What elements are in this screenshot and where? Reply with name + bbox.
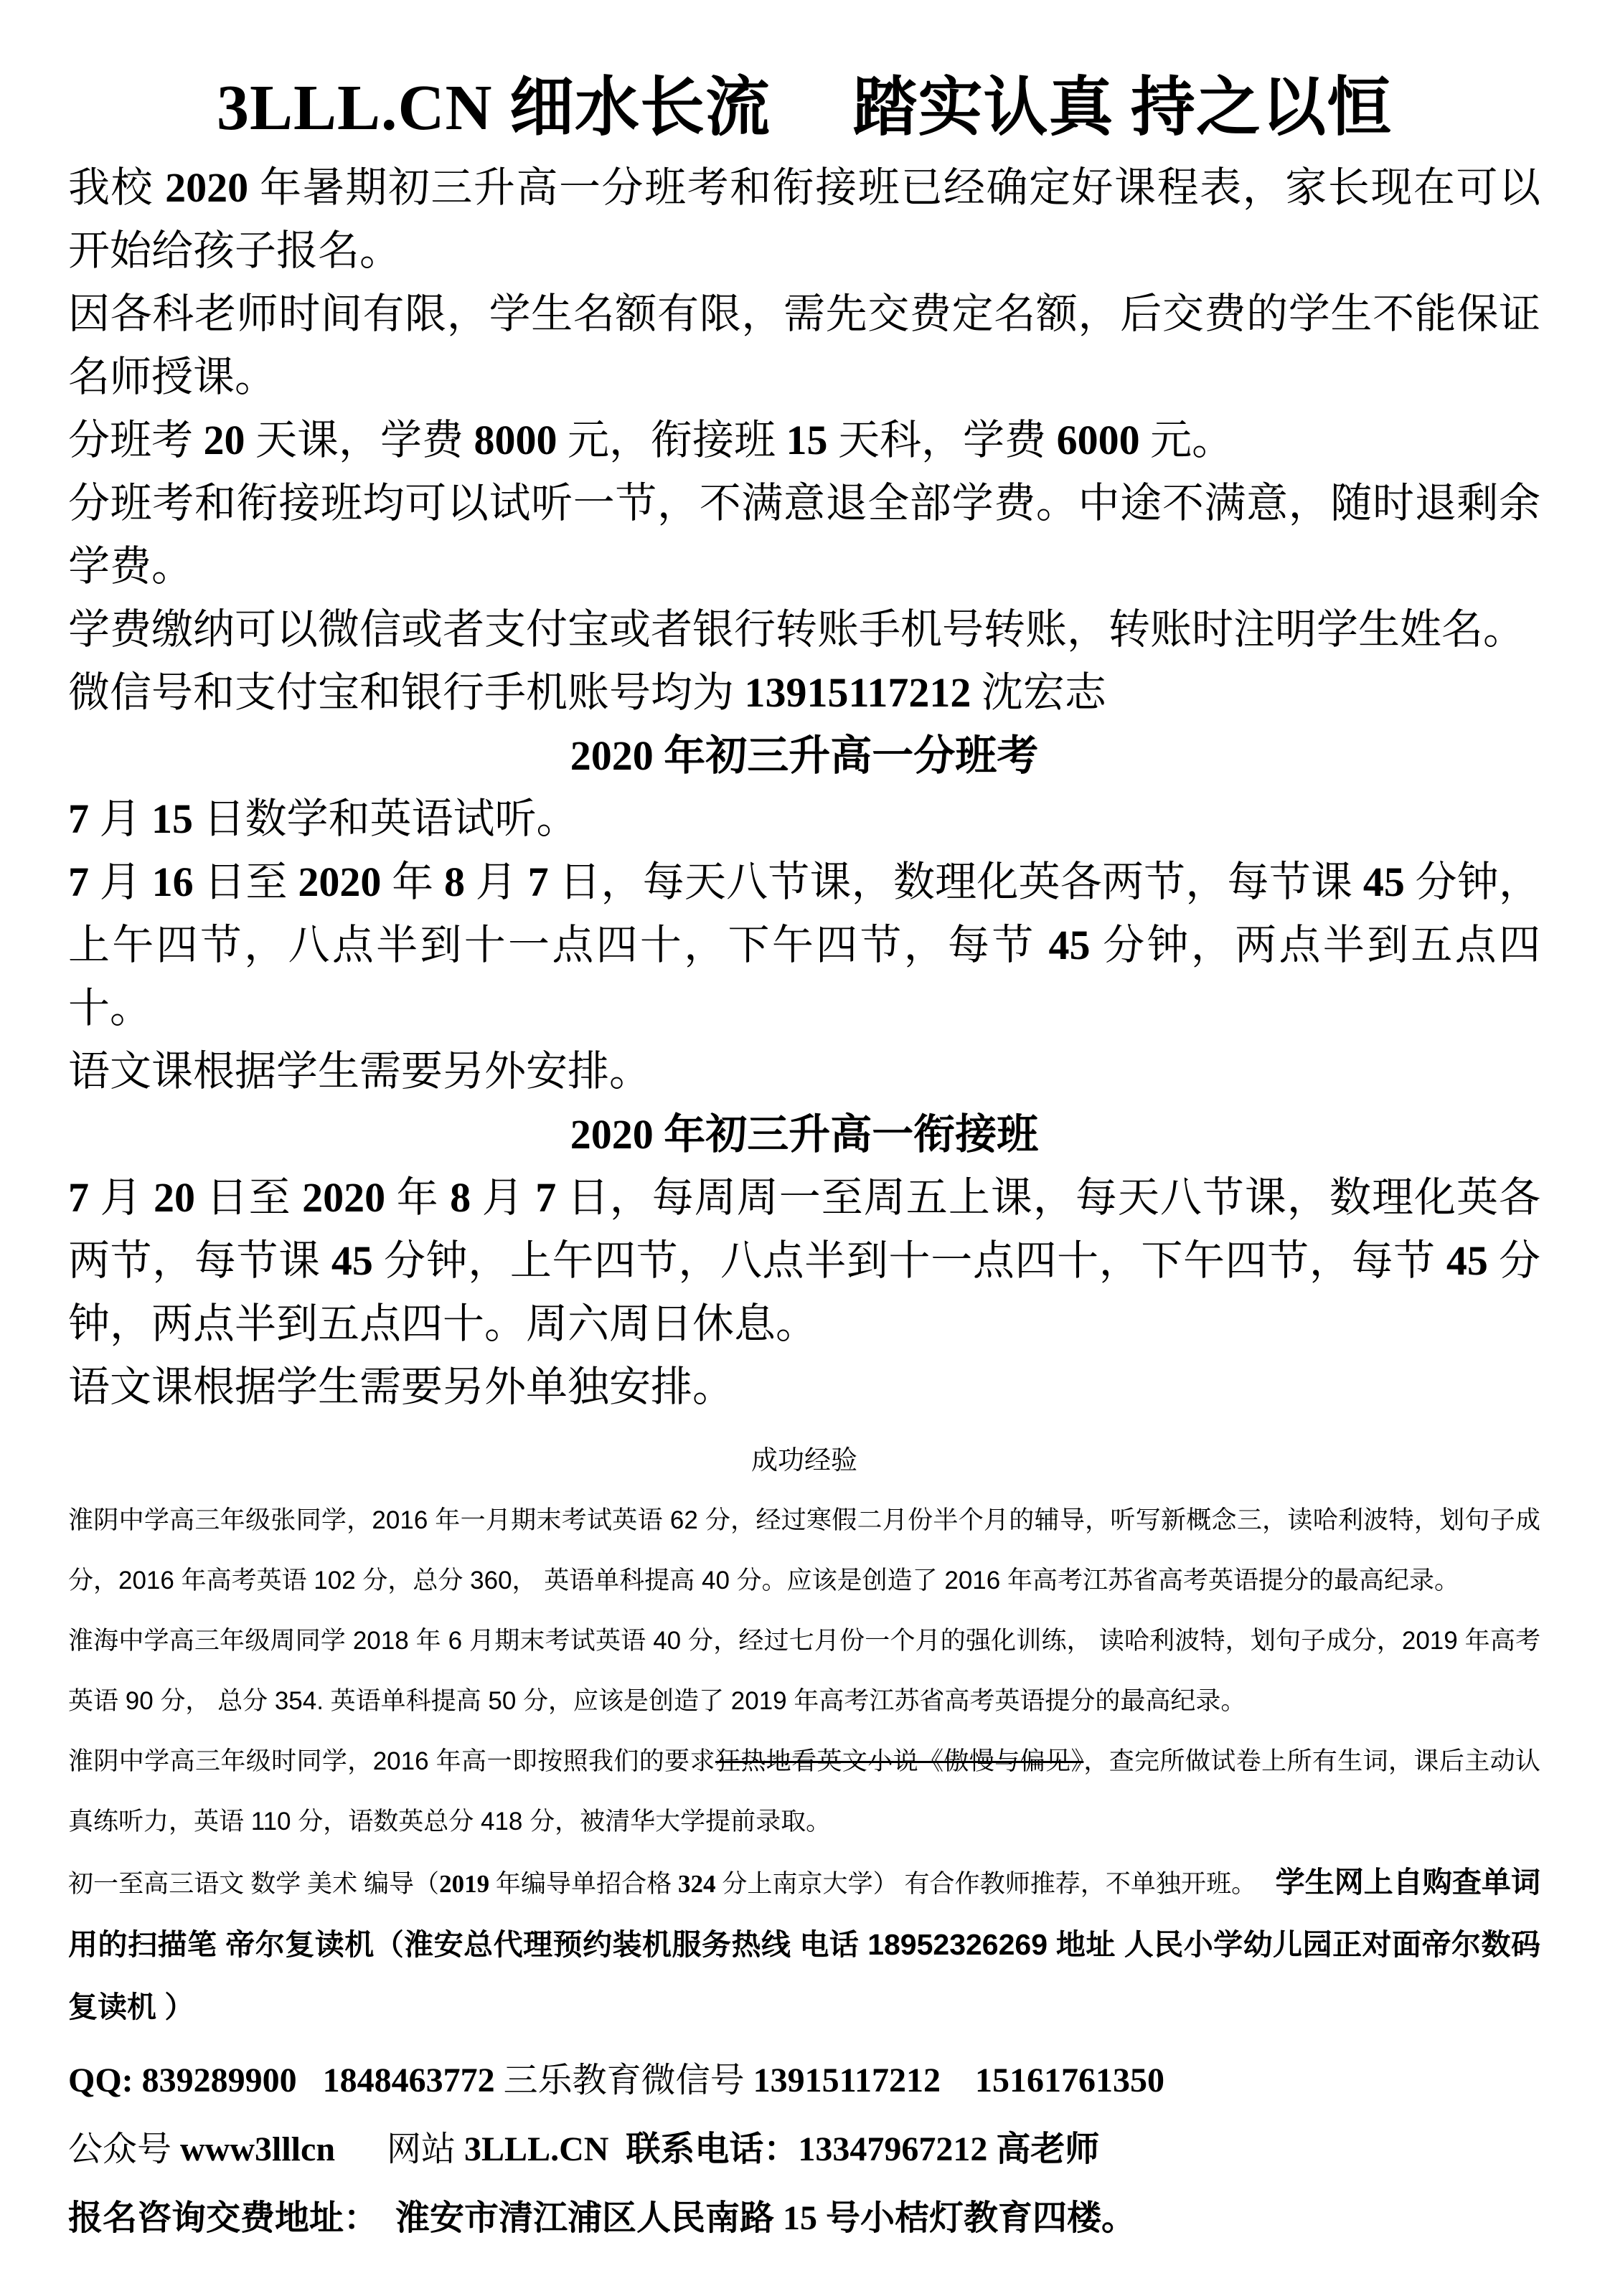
intro-paragraph-3: 分班考 20 天课，学费 8000 元，衔接班 15 天科，学费 6000 元。 xyxy=(68,417,1234,463)
intro-paragraph-4: 分班考和衔接班均可以试听一节，不满意退全部学费。中途不满意，随时退剩余学费。 xyxy=(68,480,1540,590)
website-contact-line: 公众号 www3lllcn 网站 3LLL.CN 联系电话：13347967212 高老师 xyxy=(68,2130,1100,2168)
success-case-2: 淮海中学高三年级周同学 2018 年 6 月期末考试英语 40 分，经过七月份一个月的强化训练， 读哈利波特，划句子成分，2019 年高考英语 90 分， 总分 354. 英语单科提高 50 分，应该是创造了 2019 年高考江苏省高考英语提分的最高纪录。 xyxy=(68,1627,1540,1715)
course-offerings-line: 初一至高三语文 数学 美术 编导（2019 年编导单招合格 324 分上南京大学） 有合作教师推荐，不单独开班。 学生网上自购查单词用的扫描笔 帝尔复读机（淮安总代理预约装机服务热线 电话 18952326269 地址 人民小学幼儿园正对面帝尔数码复读机 ） xyxy=(68,1866,1541,2023)
bridge-class-paragraph-1: 7 月 20 日至 2020 年 8 月 7 日，每周周一至周五上课，每天八节课，数理化英各两节，每节课 45 分钟，上午四节，八点半到十一点四十，下午四节，每节 45 分钟，两点半到五点四十。周六周日休息。 xyxy=(68,1174,1540,1347)
intro-paragraph-2: 因各科老师时间有限，学生名额有限，需先交费定名额，后交费的学生不能保证名师授课。 xyxy=(68,290,1540,400)
success-case-3: 淮阴中学高三年级时同学，2016 年高一即按照我们的要求狂热地看英文小说《傲慢与偏见》，查完所做试卷上所有生词，课后主动认真练听力，英语 110 分，语数英总分 418 分，被清华大学提前录取。 xyxy=(68,1747,1540,1836)
bridge-class-heading: 2020 年初三升高一衔接班 xyxy=(570,1111,1039,1158)
bridge-class-paragraph-2: 语文课根据学生需要另外单独安排。 xyxy=(68,1364,735,1410)
intro-paragraph-1: 我校 2020 年暑期初三升高一分班考和衔接班已经确定好课程表，家长现在可以开始给孩子报名。 xyxy=(68,164,1540,274)
intro-paragraph-6: 微信号和支付宝和银行手机账号均为 13915117212 沈宏志 xyxy=(68,669,1106,716)
placement-exam-paragraph-1: 7 月 15 日数学和英语试听。 xyxy=(68,795,578,842)
page-title: 3LLL.CN 细水长流 踏实认真 持之以恒 xyxy=(216,72,1393,143)
success-section-heading: 成功经验 xyxy=(751,1445,857,1475)
success-case-1: 淮阴中学高三年级张同学，2016 年一月期末考试英语 62 分，经过寒假二月份半个月的辅导，听写新概念三，读哈利波特，划句子成分，2016 年高考英语 102 分，总分 360， 英语单科提高 40 分。应该是创造了 2016 年高考江苏省高考英语提分的最高纪录。 xyxy=(68,1506,1540,1595)
placement-exam-paragraph-3: 语文课根据学生需要另外安排。 xyxy=(68,1048,651,1095)
qq-contact-line: QQ: 839289900 1848463772 三乐教育微信号 13915117212 15161761350 xyxy=(68,2061,1165,2099)
placement-exam-heading: 2020 年初三升高一分班考 xyxy=(570,732,1039,779)
placement-exam-paragraph-2: 7 月 16 日至 2020 年 8 月 7 日，每天八节课，数理化英各两节，每节课 45 分钟，上午四节，八点半到十一点四十，下午四节，每节 45 分钟，两点半到五点四十。 xyxy=(68,859,1540,1031)
address-line: 报名咨询交费地址： 淮安市清江浦区人民南路 15 号小桔灯教育四楼。 xyxy=(68,2199,1136,2237)
intro-paragraph-5: 学费缴纳可以微信或者支付宝或者银行转账手机号转账，转账时注明学生姓名。 xyxy=(68,606,1525,653)
